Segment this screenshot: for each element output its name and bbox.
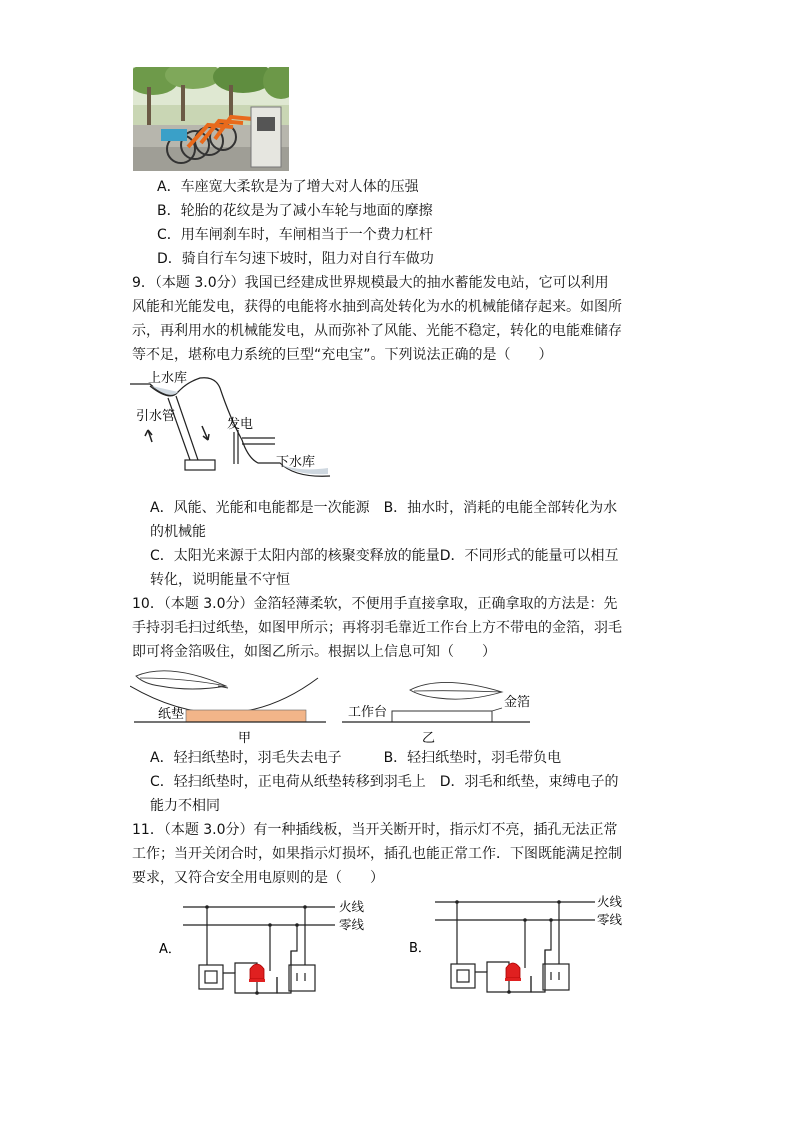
q10-option-d-cont: 能力不相同: [150, 798, 220, 814]
circuit-a-label: A．: [159, 942, 181, 957]
circuit-b-neutral-label: 零线: [597, 912, 623, 927]
q10-option-ab: A．轻扫纸垫时，羽毛失去电子 B．轻扫纸垫时，羽毛带负电: [150, 750, 562, 766]
caption-jia: 甲: [238, 731, 252, 744]
q8-option-d: D．骑自行车匀速下坡时，阻力对自行车做功: [157, 251, 434, 267]
circuit-b-live-label: 火线: [597, 894, 623, 909]
q9-stem-line-2: 风能和光能发电，获得的电能将水抽到高处转化为水的机械能储存起来。如图所: [132, 299, 622, 315]
q8-option-a: A．车座宽大柔软是为了增大对人体的压强: [157, 179, 419, 195]
q9-stem-line-4: 等不足，堪称电力系统的巨型“充电宝”。下列说法正确的是（ ）: [132, 347, 553, 363]
q11-stem-line-3: 要求，又符合安全用电原则的是（ ）: [132, 870, 384, 886]
bike-sharing-photo: [133, 67, 289, 171]
paper-pad-label: 纸垫: [158, 707, 185, 722]
q10-stem-line-2: 手持羽毛扫过纸垫，如图甲所示；再将羽毛靠近工作台上方不带电的金箔，羽毛: [132, 620, 622, 636]
q10-option-cd: C．轻扫纸垫时，正电荷从纸垫转移到羽毛上 D．羽毛和纸垫，束缚电子的: [150, 774, 619, 790]
q9-option-ab: A．风能、光能和电能都是一次能源 B．抽水时，消耗的电能全部转化为水: [150, 500, 618, 516]
q9-option-d-cont: 转化，说明能量不守恒: [150, 572, 290, 588]
q9-option-cd: C．太阳光来源于太阳内部的核聚变释放的能量D．不同形式的能量可以相互: [150, 548, 619, 564]
gold-foil-label: 金箔: [504, 695, 531, 710]
q8-option-c: C．用车闸刹车时，车闸相当于一个费力杠杆: [157, 227, 433, 243]
q9-stem-line-3: 示，再利用水的机械能发电，从而弥补了风能、光能不稳定，转化的电能难储存: [132, 323, 622, 339]
circuit-a: [155, 893, 370, 1003]
q9-option-b-cont: 的机械能: [150, 524, 206, 540]
q10-stem-line-1: 10．（本题 3.0分）金箔轻薄柔软，不便用手直接拿取，正确拿取的方法是：先: [132, 596, 618, 612]
circuit-a-live-label: 火线: [339, 899, 365, 914]
feather-diagram-yi: [342, 664, 542, 744]
pumped-storage-diagram: [130, 368, 360, 493]
q9-stem-line-1: 9．（本题 3.0分）我国已经建成世界规模最大的抽水蓄能发电站，它可以利用: [132, 275, 609, 291]
circuit-a-neutral-label: 零线: [339, 917, 365, 932]
circuit-b: [405, 888, 630, 998]
q11-stem-line-1: 11．（本题 3.0分）有一种插线板，当开关断开时，指示灯不亮，插孔无法正常: [132, 822, 618, 838]
q10-stem-line-3: 即可将金箔吸住，如图乙所示。根据以上信息可知（ ）: [132, 644, 496, 660]
upper-reservoir-label: 上水库: [148, 371, 188, 386]
lower-reservoir-label: 下水库: [276, 455, 316, 470]
q8-option-b: B．轮胎的花纹是为了减小车轮与地面的摩擦: [157, 203, 433, 219]
q11-stem-line-2: 工作；当开关闭合时，如果指示灯损坏，插孔也能正常工作．下图既能满足控制: [132, 846, 622, 862]
pipe-label: 引水管: [136, 409, 176, 424]
generator-label: 发电: [227, 417, 254, 432]
feather-diagram-jia: [130, 664, 330, 744]
workbench-label: 工作台: [348, 705, 388, 720]
circuit-b-label: B．: [409, 941, 431, 956]
caption-yi: 乙: [422, 731, 436, 744]
